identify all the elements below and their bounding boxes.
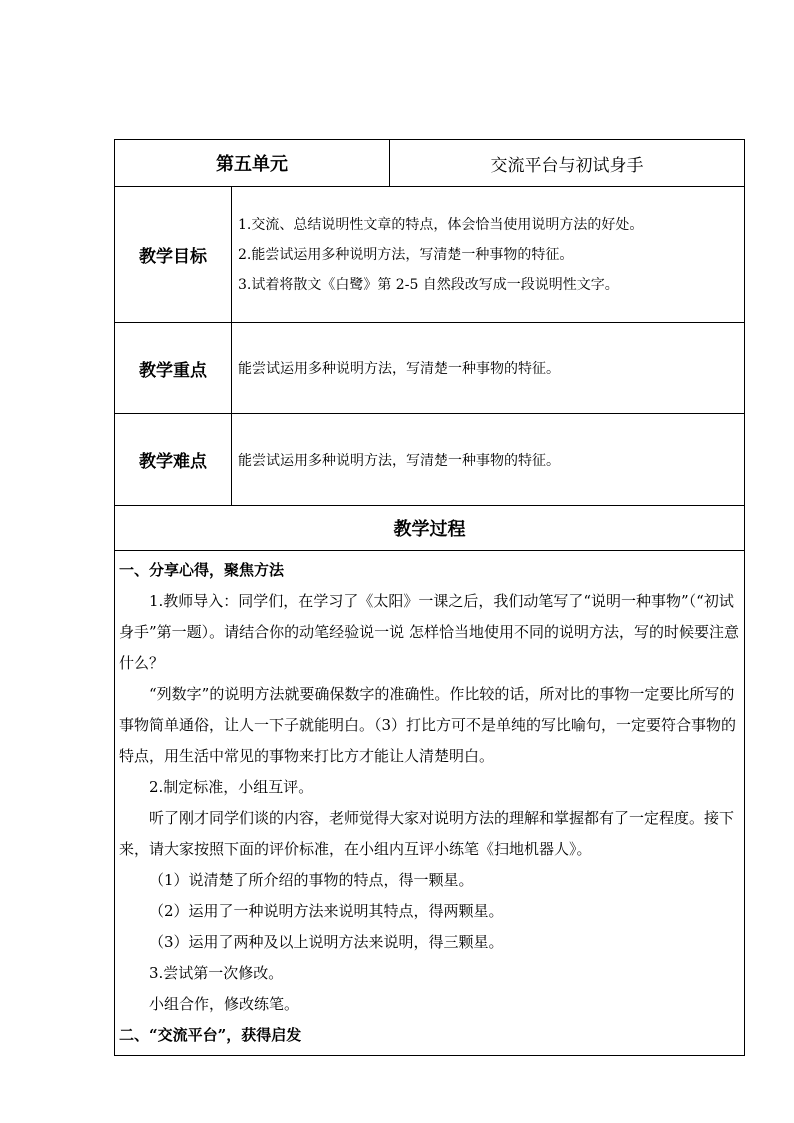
criterion-2: （2）运用了一种说明方法来说明其特点，得两颗星。 bbox=[149, 902, 504, 920]
difficulty-label: 教学难点 bbox=[115, 414, 232, 506]
goals-row bbox=[115, 187, 745, 323]
difficulty-row bbox=[115, 414, 745, 506]
paragraph-intro: 1.教师导入：同学们，在学习了《太阳》一课之后，我们动笔写了“说明一种事物”（“初试身手”第一题）。请结合你的动笔经验说一说 怎样恰当地使用不同的说明方法，写的时候要注意什么？ bbox=[119, 592, 739, 672]
difficulty-content: 能尝试运用多种说明方法，写清楚一种事物的特征。 bbox=[232, 414, 745, 506]
paragraph-group-work: 小组合作，修改练笔。 bbox=[149, 995, 300, 1013]
goals-content bbox=[232, 187, 745, 323]
unit-cell: 第五单元 bbox=[115, 140, 390, 187]
goal-item-2: 2.能尝试运用多种说明方法，写清楚一种事物的特征。 bbox=[238, 246, 574, 263]
header-row bbox=[115, 140, 745, 187]
goal-item-1: 1.交流、总结说明性文章的特点，体会恰当使用说明方法的好处。 bbox=[238, 216, 644, 233]
lesson-plan-table bbox=[114, 139, 745, 1056]
criterion-1: （1）说清楚了所介绍的事物的特点，得一颗星。 bbox=[149, 871, 474, 889]
paragraph-methods: “列数字”的说明方法就要确保数字的准确性。作比较的话，所对比的事物一定要比所写的事物简单通俗，让人一下子就能明白。（3）打比方可不是单纯的写比喻句，一定要符合事物的特点，用生活中常见的事物来打比方才能让人清楚明白。 bbox=[119, 685, 737, 765]
key-point-label: 教学重点 bbox=[115, 323, 232, 414]
key-point-content: 能尝试运用多种说明方法，写清楚一种事物的特征。 bbox=[232, 323, 745, 414]
lesson-title-cell: 交流平台与初试身手 bbox=[390, 140, 745, 187]
process-body bbox=[115, 551, 745, 1056]
paragraph-standard: 2.制定标准，小组互评。 bbox=[149, 778, 314, 796]
goal-item-3: 3.试着将散文《白鹭》第 2-5 自然段改写成一段说明性文字。 bbox=[238, 276, 619, 293]
paragraph-peer-review: 听了刚才同学们谈的内容，老师觉得大家对说明方法的理解和掌握都有了一定程度。接下来，请大家按照下面的评价标准，在小组内互评小练笔《扫地机器人》。 bbox=[119, 809, 735, 858]
process-title: 教学过程 bbox=[115, 506, 745, 551]
criterion-3: （3）运用了两种及以上说明方法来说明，得三颗星。 bbox=[149, 933, 504, 951]
section-heading-2: 二、“交流平台”，获得启发 bbox=[119, 1026, 302, 1044]
goals-label: 教学目标 bbox=[115, 187, 232, 323]
key-point-row bbox=[115, 323, 745, 414]
process-title-row bbox=[115, 506, 745, 551]
paragraph-revision: 3.尝试第一次修改。 bbox=[149, 964, 284, 982]
process-body-row bbox=[115, 551, 745, 1056]
section-heading-1: 一、分享心得，聚焦方法 bbox=[119, 561, 285, 579]
